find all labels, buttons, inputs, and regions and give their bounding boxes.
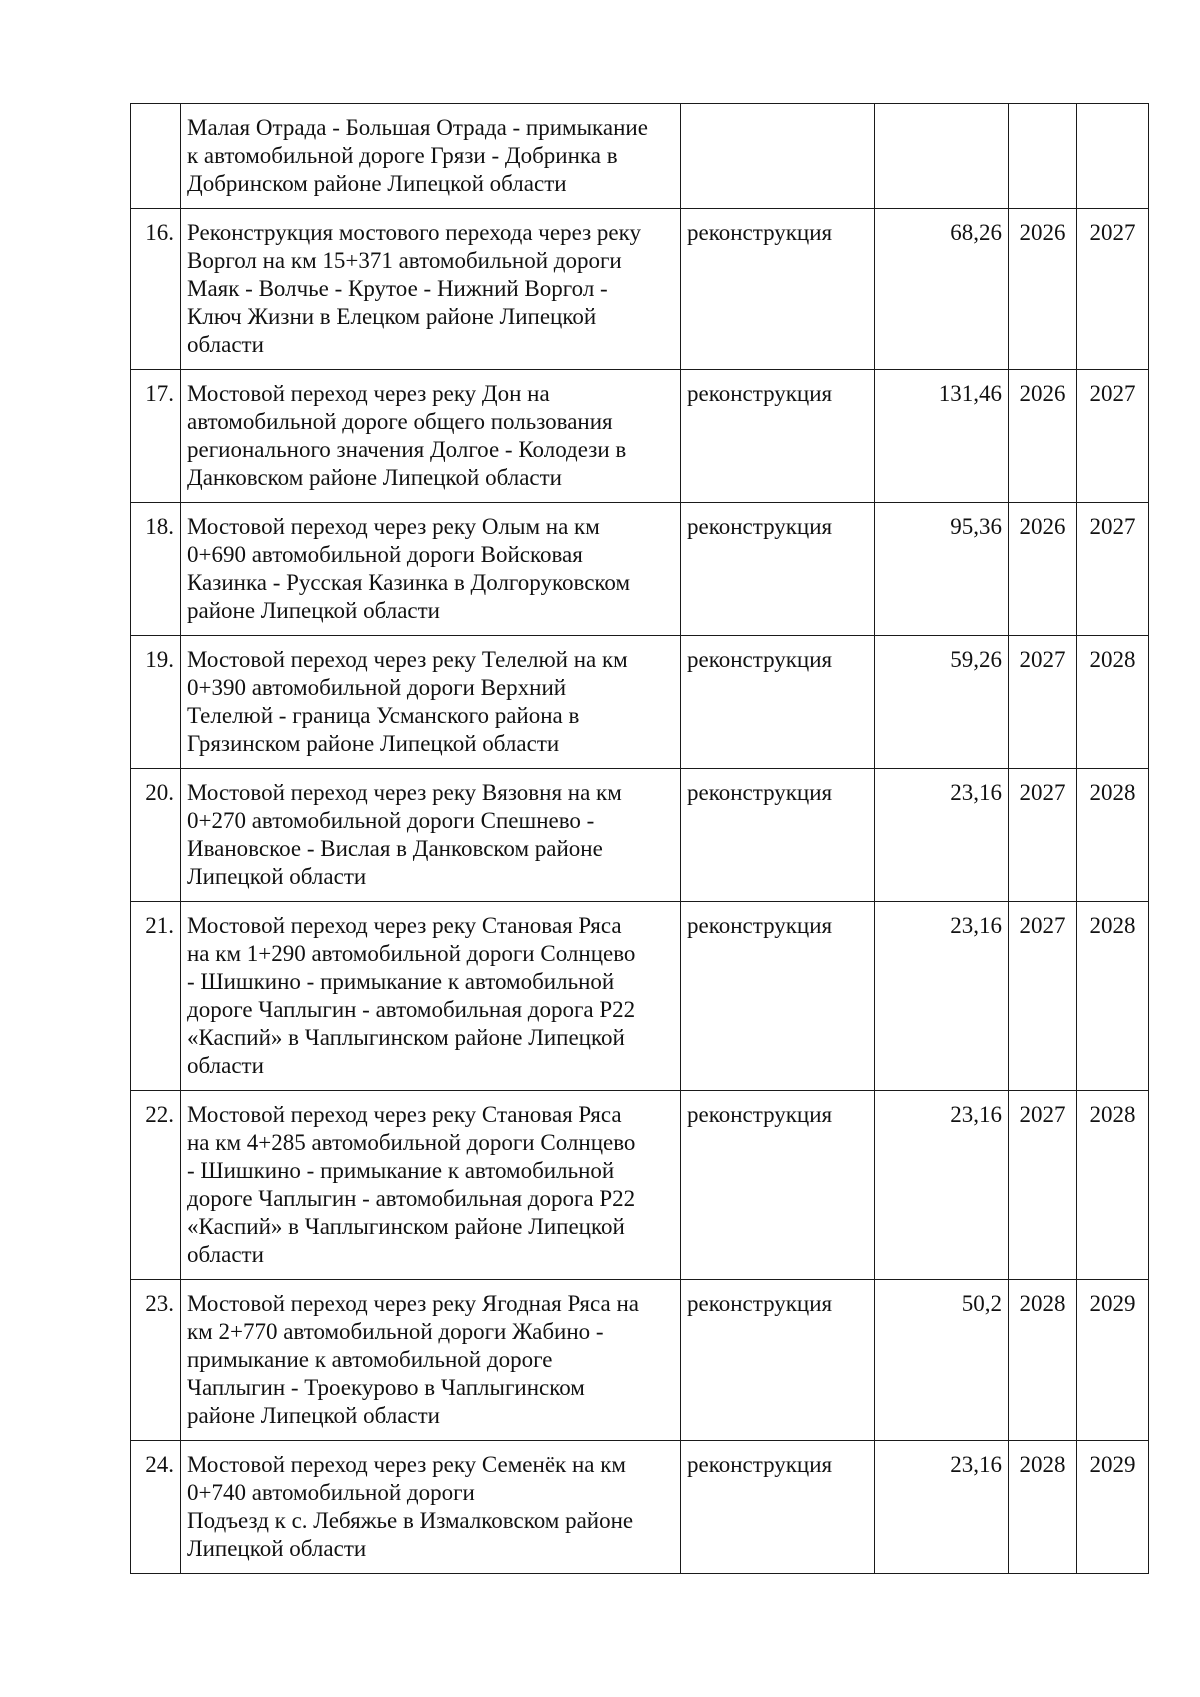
work-type: реконструкция — [681, 503, 875, 636]
end-year: 2028 — [1077, 902, 1149, 1091]
object-name-line: области — [187, 1053, 264, 1078]
end-year: 2027 — [1077, 503, 1149, 636]
object-name-line: области — [187, 332, 264, 357]
start-year: 2027 — [1009, 902, 1077, 1091]
row-number: 18. — [131, 503, 181, 636]
object-name-line: районе Липецкой области — [187, 598, 440, 623]
start-year: 2026 — [1009, 370, 1077, 503]
object-name — [181, 769, 681, 902]
cost-value: 23,16 — [875, 902, 1009, 1091]
table-row — [131, 769, 1149, 902]
table-row — [131, 209, 1149, 370]
table-row — [131, 104, 1149, 209]
object-name-line: Липецкой области — [187, 864, 367, 889]
work-type: реконструкция — [681, 1441, 875, 1574]
object-name-line: дороге Чаплыгин - автомобильная дорога Р22 — [187, 997, 636, 1022]
end-year: 2027 — [1077, 370, 1149, 503]
object-name-line: «Каспий» в Чаплыгинском районе Липецкой — [187, 1025, 625, 1050]
object-name-line: Мостовой переход через реку Олым на км — [187, 514, 600, 539]
work-type: реконструкция — [681, 636, 875, 769]
object-name-line: «Каспий» в Чаплыгинском районе Липецкой — [187, 1214, 625, 1239]
object-name-line: 0+270 автомобильной дороги Спешнево - — [187, 808, 595, 833]
end-year: 2028 — [1077, 1091, 1149, 1280]
object-name — [181, 370, 681, 503]
object-name-line: регионального значения Долгое - Колодези в — [187, 437, 627, 462]
object-name-line: Мостовой переход через реку Ягодная Ряса на — [187, 1291, 639, 1316]
object-name-line: на км 4+285 автомобильной дороги Солнцево — [187, 1130, 636, 1155]
object-name-line: Телелюй - граница Усманского района в — [187, 703, 580, 728]
cost-value: 95,36 — [875, 503, 1009, 636]
end-year: 2029 — [1077, 1280, 1149, 1441]
object-name-line: - Шишкино - примыкание к автомобильной — [187, 1158, 615, 1183]
object-name — [181, 902, 681, 1091]
object-name-line: Подъезд к с. Лебяжье в Измалковском районе — [187, 1508, 634, 1533]
cost-value: 50,2 — [875, 1280, 1009, 1441]
table-row — [131, 1091, 1149, 1280]
row-number: 22. — [131, 1091, 181, 1280]
cost-value: 23,16 — [875, 769, 1009, 902]
object-name-line: районе Липецкой области — [187, 1403, 440, 1428]
table-row — [131, 902, 1149, 1091]
table-row — [131, 1280, 1149, 1441]
start-year: 2026 — [1009, 209, 1077, 370]
work-type: реконструкция — [681, 1091, 875, 1280]
table-row — [131, 1441, 1149, 1574]
object-name-line: Чаплыгин - Троекурово в Чаплыгинском — [187, 1375, 585, 1400]
start-year: 2027 — [1009, 636, 1077, 769]
object-name-line: примыкание к автомобильной дороге — [187, 1347, 553, 1372]
object-name-line: на км 1+290 автомобильной дороги Солнцево — [187, 941, 636, 966]
end-year: 2027 — [1077, 209, 1149, 370]
end-year: 2028 — [1077, 769, 1149, 902]
start-year — [1009, 104, 1077, 209]
table-row — [131, 636, 1149, 769]
object-name — [181, 1280, 681, 1441]
end-year: 2029 — [1077, 1441, 1149, 1574]
object-name-line: Ивановское - Вислая в Данковском районе — [187, 836, 603, 861]
object-name — [181, 104, 681, 209]
object-name-line: к автомобильной дороге Грязи - Добринка в — [187, 143, 618, 168]
table-row — [131, 370, 1149, 503]
row-number: 21. — [131, 902, 181, 1091]
work-type: реконструкция — [681, 902, 875, 1091]
object-name-line: Реконструкция мостового перехода через реку — [187, 220, 641, 245]
object-name — [181, 209, 681, 370]
start-year: 2027 — [1009, 769, 1077, 902]
object-name-line: Липецкой области — [187, 1536, 367, 1561]
start-year: 2028 — [1009, 1280, 1077, 1441]
object-name — [181, 503, 681, 636]
object-name-line: области — [187, 1242, 264, 1267]
end-year: 2028 — [1077, 636, 1149, 769]
object-name-line: Грязинском районе Липецкой области — [187, 731, 560, 756]
object-name-line: Мостовой переход через реку Дон на — [187, 381, 550, 406]
object-name-line: Мостовой переход через реку Вязовня на км — [187, 780, 622, 805]
row-number: 20. — [131, 769, 181, 902]
object-name-line: Мостовой переход через реку Становая Ряса — [187, 913, 622, 938]
row-number: 24. — [131, 1441, 181, 1574]
object-name-line: 0+390 автомобильной дороги Верхний — [187, 675, 567, 700]
table-body — [131, 104, 1149, 1574]
roads-table — [130, 103, 1149, 1574]
work-type: реконструкция — [681, 1280, 875, 1441]
object-name-line: 0+690 автомобильной дороги Войсковая — [187, 542, 583, 567]
work-type: реконструкция — [681, 769, 875, 902]
object-name-line: Малая Отрада - Большая Отрада - примыкание — [187, 115, 648, 140]
object-name-line: дороге Чаплыгин - автомобильная дорога Р22 — [187, 1186, 636, 1211]
object-name-line: Мостовой переход через реку Телелюй на км — [187, 647, 628, 672]
object-name-line: Добринском районе Липецкой области — [187, 171, 567, 196]
start-year: 2026 — [1009, 503, 1077, 636]
object-name — [181, 1441, 681, 1574]
row-number: 19. — [131, 636, 181, 769]
row-number: 17. — [131, 370, 181, 503]
cost-value: 23,16 — [875, 1441, 1009, 1574]
start-year: 2027 — [1009, 1091, 1077, 1280]
object-name-line: Мостовой переход через реку Семенёк на км — [187, 1452, 626, 1477]
row-number — [131, 104, 181, 209]
object-name-line: Мостовой переход через реку Становая Ряса — [187, 1102, 622, 1127]
object-name-line: Ключ Жизни в Елецком районе Липецкой — [187, 304, 597, 329]
end-year — [1077, 104, 1149, 209]
start-year: 2028 — [1009, 1441, 1077, 1574]
work-type — [681, 104, 875, 209]
row-number: 16. — [131, 209, 181, 370]
cost-value: 59,26 — [875, 636, 1009, 769]
object-name — [181, 1091, 681, 1280]
row-number: 23. — [131, 1280, 181, 1441]
object-name-line: 0+740 автомобильной дороги — [187, 1480, 475, 1505]
work-type: реконструкция — [681, 209, 875, 370]
table-row — [131, 503, 1149, 636]
object-name-line: Воргол на км 15+371 автомобильной дороги — [187, 248, 622, 273]
object-name-line: автомобильной дороге общего пользования — [187, 409, 613, 434]
cost-value — [875, 104, 1009, 209]
object-name-line: Казинка - Русская Казинка в Долгоруковском — [187, 570, 631, 595]
object-name — [181, 636, 681, 769]
object-name-line: км 2+770 автомобильной дороги Жабино - — [187, 1319, 604, 1344]
cost-value: 131,46 — [875, 370, 1009, 503]
cost-value: 68,26 — [875, 209, 1009, 370]
object-name-line: Маяк - Волчье - Крутое - Нижний Воргол - — [187, 276, 608, 301]
cost-value: 23,16 — [875, 1091, 1009, 1280]
work-type: реконструкция — [681, 370, 875, 503]
object-name-line: Данковском районе Липецкой области — [187, 465, 562, 490]
object-name-line: - Шишкино - примыкание к автомобильной — [187, 969, 615, 994]
